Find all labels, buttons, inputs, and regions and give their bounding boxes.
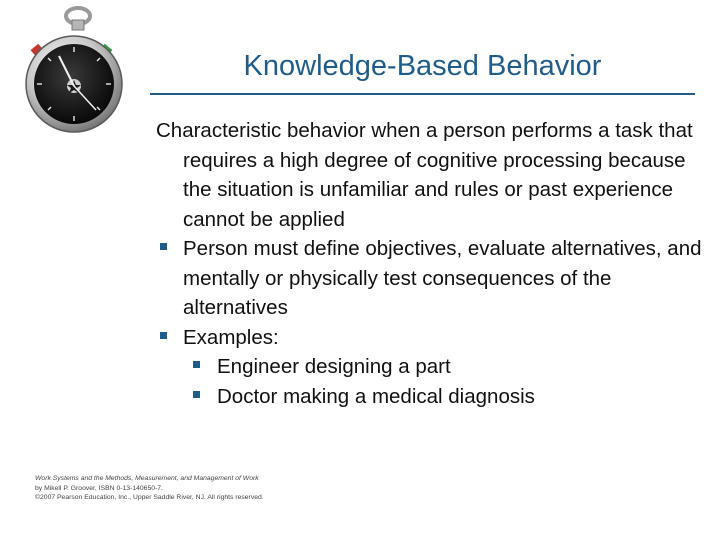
copyright-footer <box>35 474 365 503</box>
square-bullet-icon <box>193 361 200 368</box>
bullet-text: Person must define objectives, evaluate alternatives, and mentally or physically test consequences of the alternatives <box>183 237 702 319</box>
square-bullet-icon <box>160 243 167 250</box>
square-bullet-icon <box>193 391 200 398</box>
footer-copyright: ©2007 Pearson Education, Inc., Upper Saddle River, NJ. All rights reserved. <box>35 494 264 501</box>
square-bullet-icon <box>160 332 167 339</box>
footer-book-title: Work Systems and the Methods, Measurement, and Management of Work <box>35 475 259 482</box>
slide-title: Knowledge-Based Behavior <box>243 50 602 82</box>
title-divider <box>150 93 695 95</box>
bullet-item <box>156 234 706 323</box>
bullet-item <box>156 323 706 353</box>
sub-bullet-item <box>156 352 706 382</box>
bullet-text: Examples: <box>183 325 279 349</box>
sub-bullet-item <box>156 382 706 412</box>
footer-author-isbn: by Mikell P. Groover, ISBN 0-13-140650-7. <box>35 484 163 492</box>
stopwatch-icon <box>22 6 142 146</box>
intro-paragraph: Characteristic behavior when a person performs a task that requires a high degree of cognitive processing because the situation is unfamiliar and rules or past experience cannot be applied <box>156 119 693 231</box>
slide-body <box>156 116 706 411</box>
sub-bullet-text: Doctor making a medical diagnosis <box>217 384 535 408</box>
sub-bullet-text: Engineer designing a part <box>217 355 451 378</box>
